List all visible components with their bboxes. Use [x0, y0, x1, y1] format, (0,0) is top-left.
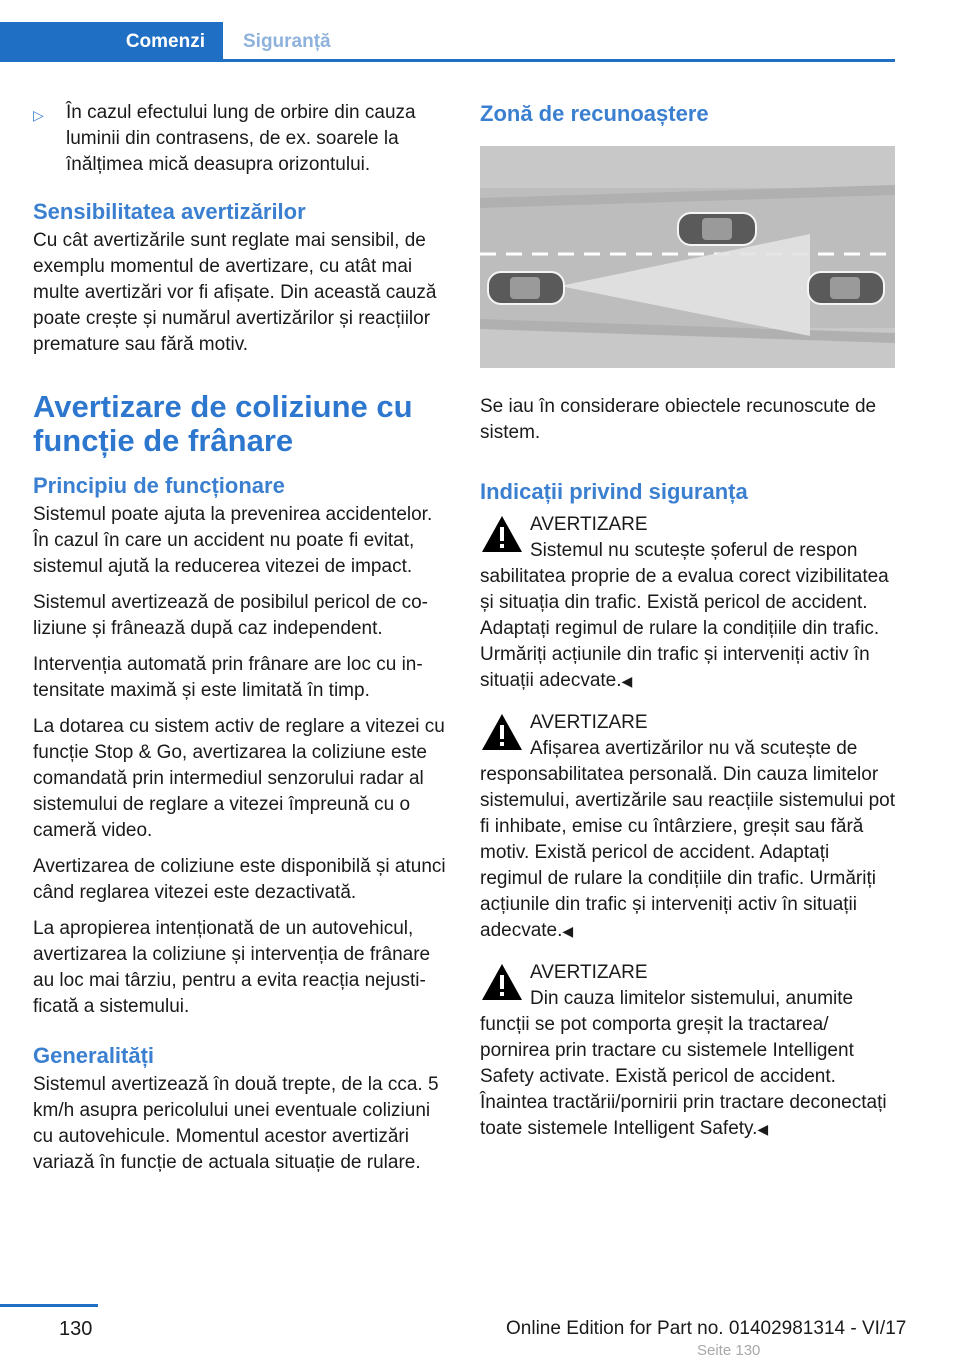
warning-first-line: Afișarea avertizărilor nu vă scutește de [530, 738, 858, 759]
bullet-item: ▷ În cazul efectului lung de orbire din cauza luminii din contrasens, de ex. soarele la înălțimea mică deasupra orizontului. [33, 100, 448, 178]
end-mark-icon: ◀ [757, 1121, 769, 1137]
end-mark-icon: ◀ [621, 673, 633, 689]
principle-paragraph: La dotarea cu sistem activ de reglare a vitezei cu funcție Stop & Go, avertizarea la coliziune este comandată prin intermediul senzorului radar al sistemului de reglare a vitezei împreună cu o cameră video. [33, 716, 445, 841]
edition-text: Online Edition for Part no. 01402981314 - VI/17 [506, 1318, 907, 1339]
tab-siguranta[interactable]: Siguranță [243, 31, 331, 52]
sensitivity-text: Cu cât avertizările sunt reglate mai sensibil, de exemplu momentul de avertizare, cu atât mai multe avertizări vor fi afișate. Din această cauză poate crește și numărul avertizărilor și reacțiilor premature sau fără motiv. [33, 230, 437, 355]
warning-block [480, 960, 895, 1142]
warning-first-line: Din cauza limitelor sistemului, anumite [530, 988, 854, 1009]
principle-heading: Principiu de funcționare [33, 473, 285, 498]
main-heading: Avertizare de coliziune cu funcție de frânare [33, 389, 413, 458]
warning-text: sabilitatea proprie de a evalua corect vizibilitatea și situația din trafic. Există pericol de accident. Adaptați regimul de rulare la condițiile din trafic. Urmăriți acțiunile din trafic și interveniți activ în situații adecvate. [480, 566, 889, 691]
sensitivity-heading: Sensibilitatea avertizărilor [33, 199, 306, 224]
triangle-bullet-icon: ▷ [33, 107, 44, 123]
page-number: 130 [59, 1318, 93, 1340]
safety-heading: Indicații privind siguranța [480, 479, 748, 504]
tab-underline [0, 59, 895, 62]
warning-block [480, 512, 895, 694]
warning-block [480, 710, 895, 944]
end-mark-icon: ◀ [562, 923, 574, 939]
principle-paragraph: La apropierea intenționată de un autovehicul, avertizarea la coliziune și intervenția de frânare au loc mai târziu, pentru a evita reacția nejustificată a sistemului. [33, 918, 431, 1017]
left-column [33, 100, 448, 1186]
warning-label: AVERTIZARE [530, 712, 648, 733]
general-heading: Generalități [33, 1043, 155, 1068]
warning-text: funcții se pot comporta greșit la tractarea/ pornirea prin tractare cu sistemele Intelligent Safety activate. Există pericol de accident. Înaintea tractării/pornirii prin tractare deconectați toate sistemele Intelligent Safety. [480, 1014, 887, 1139]
warning-triangle-icon [480, 712, 524, 752]
warning-label: AVERTIZARE [530, 514, 648, 535]
warning-triangle-icon [480, 962, 524, 1002]
header-tabs [0, 0, 895, 62]
watermark: Seite 130 [697, 1342, 761, 1359]
principle-paragraph: Avertizarea de coliziune este disponibilă și atunci când reglarea vitezei este dezactivată. [33, 856, 446, 903]
tab-comenzi[interactable]: Comenzi [0, 22, 223, 62]
principle-paragraph: Intervenția automată prin frânare are loc cu intensitate maximă și este limitată în timp. [33, 654, 423, 701]
zone-heading: Zonă de recunoaștere [480, 101, 709, 126]
warning-label: AVERTIZARE [530, 962, 648, 983]
warning-first-line: Sistemul nu scutește șoferul de respon [530, 540, 858, 561]
warning-triangle-icon [480, 514, 524, 554]
principle-paragraph: Sistemul avertizează de posibilul pericol de coliziune și frânează după caz independent. [33, 592, 428, 639]
detection-zone-figure [480, 146, 895, 368]
zone-caption: Se iau în considerare obiectele recunoscute de sistem. [480, 396, 877, 443]
footer-line [0, 1304, 98, 1307]
right-column [480, 100, 895, 1158]
general-text: Sistemul avertizează în două trepte, de la cca. 5 km/h asupra pericolului unei eventuale coliziuni cu autovehicule. Momentul acestor avertizări variază în funcție de actuala situație de rulare. [33, 1074, 439, 1173]
warning-text: responsabilitatea personală. Din cauza limitelor sistemului, avertizările sau reacțiile sistemului pot fi inhibate, emise cu întârziere, greșit sau fără motiv. Există pericol de accident. Adaptați regimul de rulare la condițiile din trafic. Urmăriți acțiunile din trafic și interveniți activ în situații adecvate. [480, 764, 895, 941]
principle-paragraph: Sistemul poate ajuta la prevenirea accidentelor. În cazul în care un accident nu poate fi evitat, sistemul ajută la reducerea vitezei de impact. [33, 504, 433, 577]
